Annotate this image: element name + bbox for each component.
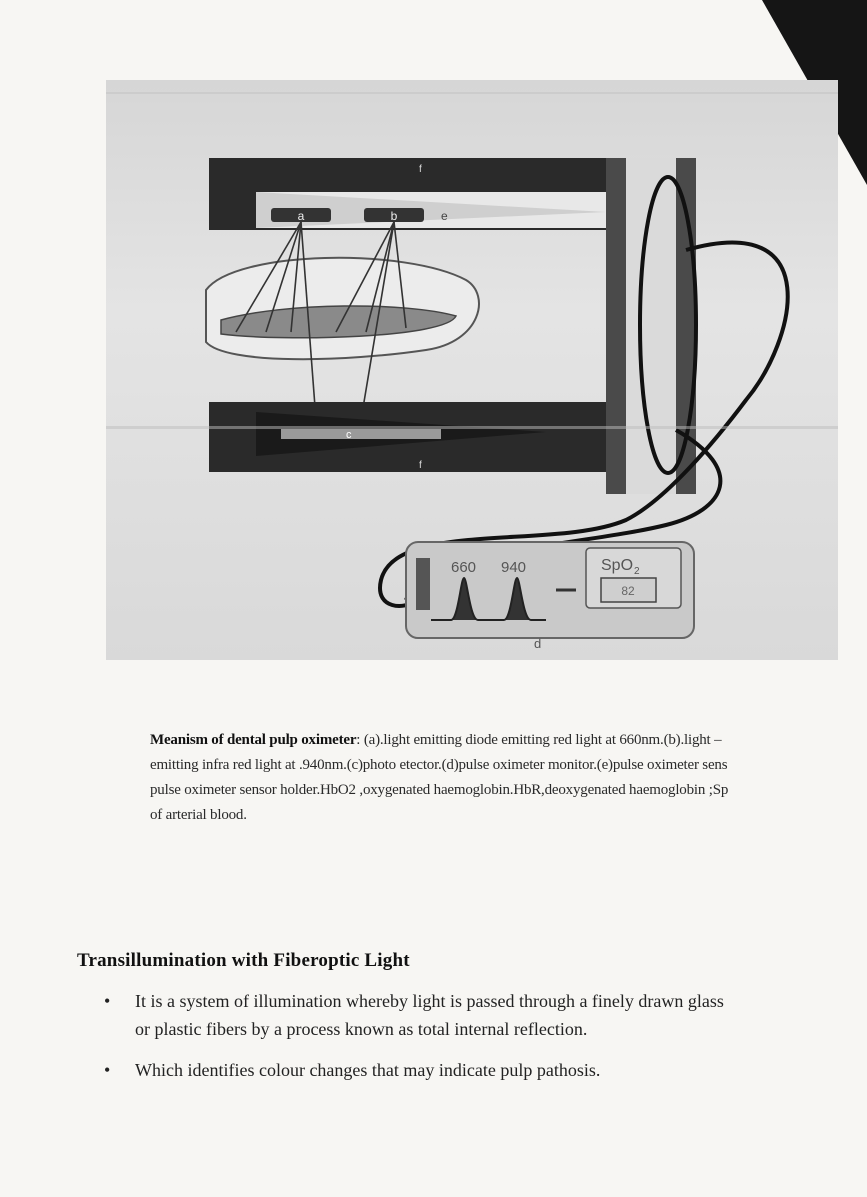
list-item xyxy=(104,987,724,1043)
label-a: a xyxy=(297,209,305,223)
bullet-list xyxy=(104,987,724,1097)
bullet-icon: • xyxy=(104,1060,111,1080)
spo2-reading: 82 xyxy=(621,584,635,598)
label-660: 660 xyxy=(451,559,477,576)
list-item xyxy=(104,1056,724,1084)
figure-caption xyxy=(150,728,850,828)
caption-line-3: pulse oximeter sensor holder.HbO2 ,oxygenated haemoglobin.HbR,deoxygenated haemoglobin ;Sp xyxy=(150,782,729,798)
caption-line-4: of arterial blood. xyxy=(150,807,247,823)
label-940: 940 xyxy=(501,559,527,576)
caption-line-1-text: : (a).light emitting diode emitting red light at 660nm.(b).light – xyxy=(356,732,722,748)
pulp-oximeter-figure xyxy=(106,80,838,660)
label-d: d xyxy=(534,636,542,651)
scan-streak xyxy=(106,92,838,94)
photo-detector-c xyxy=(281,429,441,439)
bullet-text: Which identifies colour changes that may indicate pulp pathosis. xyxy=(135,1060,601,1080)
label-spo2-sub: 2 xyxy=(634,566,640,577)
oximeter-diagram xyxy=(106,80,838,660)
bullet-text: It is a system of illumination whereby light is passed through a finely drawn glass or plastic fibers by a process known as total internal reflection. xyxy=(135,991,724,1039)
caption-line-2: emitting infra red light at .940nm.(c)photo etector.(d)pulse oximeter monitor.(e)pulse oximeter sens xyxy=(150,757,728,773)
caption-line-1 xyxy=(150,728,850,753)
label-b: b xyxy=(390,209,398,223)
label-e: e xyxy=(441,209,448,223)
monitor-port xyxy=(416,558,430,610)
caption-lead: Meanism of dental pulp oximeter xyxy=(150,732,357,748)
scan-streak xyxy=(106,426,838,429)
bullet-icon: • xyxy=(104,991,111,1011)
section-heading: Transillumination with Fiberoptic Light xyxy=(77,950,410,971)
label-spo2: SpO xyxy=(601,557,634,574)
label-f-bottom: f xyxy=(419,460,422,471)
label-f-top: f xyxy=(419,164,422,175)
label-c: c xyxy=(346,429,352,441)
